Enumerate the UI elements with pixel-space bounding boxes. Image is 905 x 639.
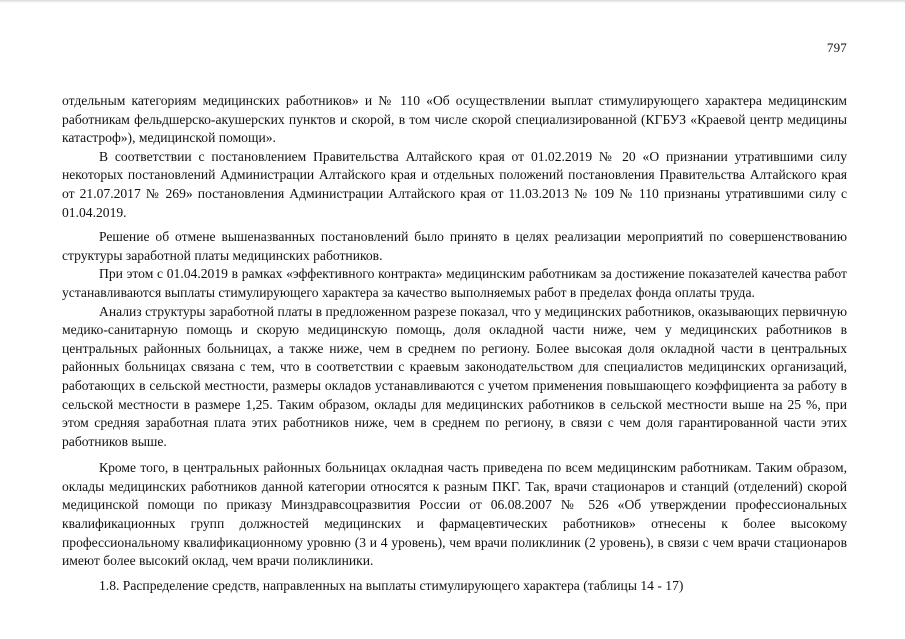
scan-edge — [0, 0, 905, 3]
document-body — [62, 92, 847, 595]
paragraph-decision: Решение об отмене вышеназванных постановлений было принято в целях реализации мероприятий по совершенствованию структуры заработной платы медицинских работников. — [62, 229, 847, 263]
paragraph-continuation: отдельным категориям медицинских работников» и № 110 «Об осуществлении выплат стимулирующего характера медицинским работникам фельдшерско-акушерских пунктов и скорой, в том числе скорой специализированной (КГБУЗ «Краевой центр медицины катастроф»), медицинской помощи». — [62, 93, 847, 146]
section-heading-1-8: 1.8. Распределение средств, направленных на выплаты стимулирующего характера (таблицы 14 - 17) — [99, 577, 684, 593]
paragraph-effective-contract: При этом с 01.04.2019 в рамках «эффективного контракта» медицинским работникам за достижение показателей качества работ устанавливаются выплаты стимулирующего характера за качество выполняемых работ в пределах фонда оплаты труда. — [62, 266, 847, 300]
paragraph-salary-analysis: Анализ структуры заработной платы в предложенном разрезе показал, что у медицинских работников, оказывающих первичную медико-санитарную помощь и скорую медицинскую помощь, доля окладной части ниже, чем у медицинских работников в центральных районных больницах, а также ниже, чем в среднем по региону. Более высокая доля окладной части в центральных районных больницах связана с тем, что в соответствии с краевым законодательством для специалистов медицинских организаций, работающих в сельской местности, размеры окладов устанавливаются с учетом применения повышающего коэффициента за работу в сельской местности в размере 1,25. Таким образом, оклады для медицинских работников в сельской местности выше на 25 %, при этом средняя заработная плата этих работников ниже, чем в среднем по региону, в связи с чем доля гарантированной части этих работников выше. — [62, 303, 847, 449]
paragraph-resolution-reference: В соответствии с постановлением Правительства Алтайского края от 01.02.2019 № 20 «О признании утратившими силу некоторых постановлений Администрации Алтайского края и отдельных положений постановления Правительства Алтайского края от 21.07.2017 № 269» постановления Администрации Алтайского края от 11.03.2013 № 109 № 110 признаны утратившими силу с 01.04.2019. — [62, 148, 847, 220]
page-number: 797 — [826, 40, 847, 55]
paragraph-central-hospitals: Кроме того, в центральных районных больницах окладная часть приведена по всем медицинским работникам. Таким образом, оклады медицинских работников данной категории относятся к разным ПКГ. Так, врачи стационаров и станций (отделений) скорой медицинской помощи по приказу Минздравсоцразвития России от 06.08.2007 № 526 «Об утверждении профессиональных квалификационных групп должностей медицинских и фармацевтических работников» отнесены к более высокому профессиональному квалификационному уровню (3 и 4 уровень), чем врачи поликлиник (2 уровень), в связи с чем врачи стационаров имеют более высокий оклад, чем врачи поликлиники. — [62, 460, 847, 569]
